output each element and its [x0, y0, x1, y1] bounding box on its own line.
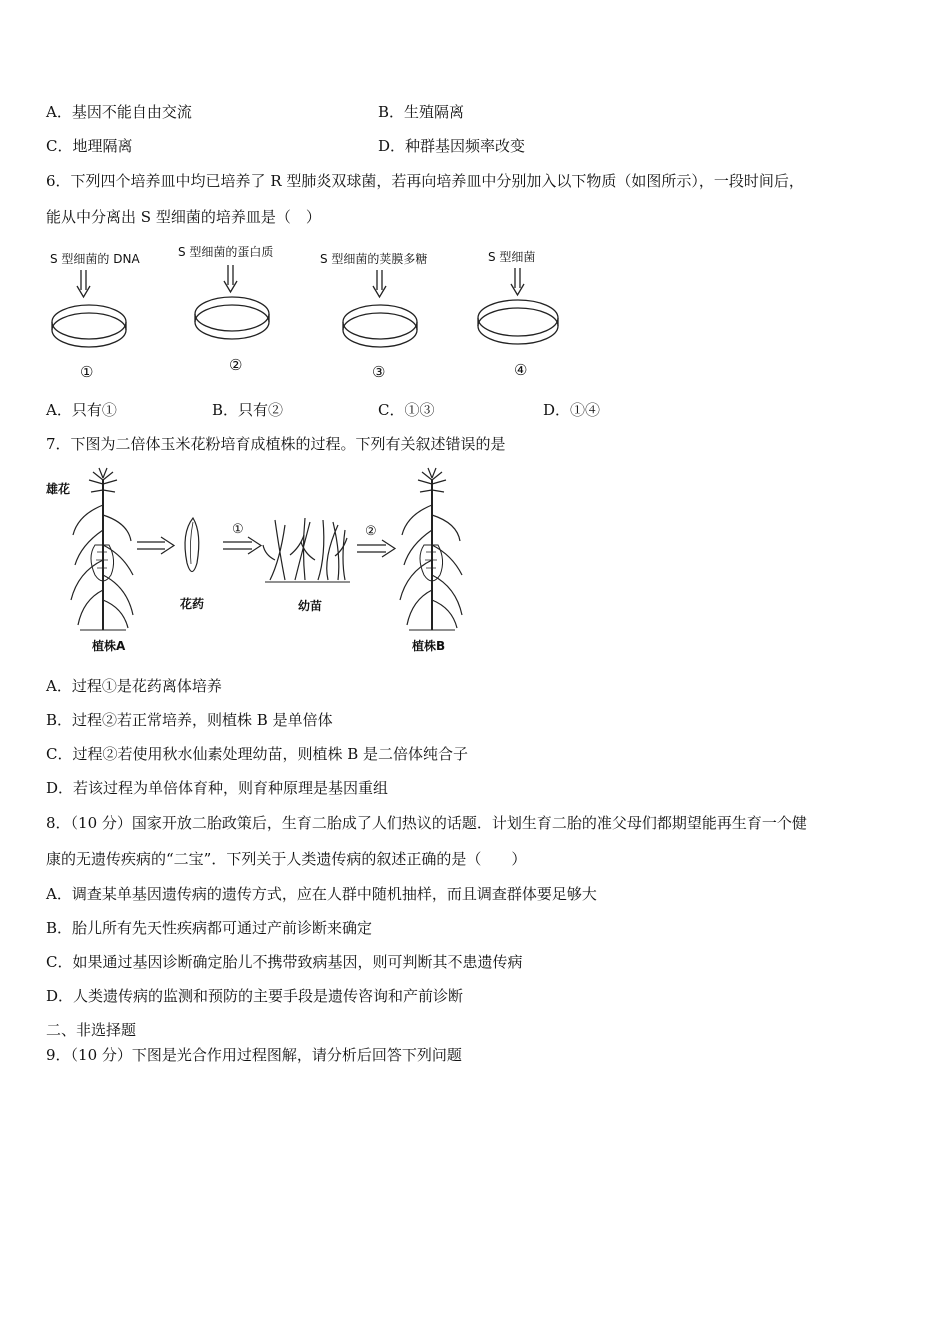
q6-stem-line2: 能从中分离出 S 型细菌的培养皿是（ ） [46, 208, 321, 226]
q8-stem-line2: 康的无遗传疾病的“二宝”．下列关于人类遗传病的叙述正确的是（ ） [46, 850, 527, 868]
q8-option-c: C．如果通过基因诊断确定胎儿不携带致病基因，则可判断其不患遗传病 [46, 953, 523, 971]
q5-option-c: C．地理隔离 [46, 137, 133, 155]
maize-process-drawing [0, 0, 950, 660]
q6-option-a: A．只有① [46, 401, 117, 419]
arrow-seedling-to-b [357, 540, 395, 557]
q8-stem-line1: 8．（10 分）国家开放二胎政策后，生育二胎成了人们热议的话题．计划生育二胎的准父母们都期望能再生育一个健 [46, 814, 807, 832]
arrow-anther-to-seedling [223, 537, 261, 554]
q5-option-b: B．生殖隔离 [378, 103, 465, 121]
dish-1-label: S 型细菌的 DNA [50, 252, 140, 266]
plant-b-label: 植株B [412, 639, 446, 653]
seedling-illustration [263, 518, 350, 582]
seedling-label: 幼苗 [298, 599, 323, 613]
q8-option-b: B．胎儿所有先天性疾病都可通过产前诊断来确定 [46, 919, 373, 937]
q6-option-c: C．①③ [378, 401, 435, 419]
section-2-heading: 二、非选择题 [46, 1021, 137, 1039]
anther-illustration [185, 518, 199, 572]
dish-4-label: S 型细菌 [488, 250, 536, 264]
q6-stem-line1: 6．下列四个培养皿中均已培养了 R 型肺炎双球菌，若再向培养皿中分别加入以下物质（如图所示），一段时间后， [46, 172, 804, 190]
dish-1-number: ① [80, 363, 94, 381]
q9-stem: 9．（10 分）下图是光合作用过程图解，请分析后回答下列问题 [46, 1046, 462, 1064]
q7-option-d: D．若该过程为单倍体育种，则育种原理是基因重组 [46, 779, 389, 797]
plant-a-label: 植株A [92, 639, 126, 653]
step-1-label: ① [232, 522, 244, 537]
step-2-label: ② [365, 524, 377, 539]
q5-option-a: A．基因不能自由交流 [46, 103, 192, 121]
q8-option-a: A．调查某单基因遗传病的遗传方式，应在人群中随机抽样，而且调查群体要足够大 [46, 885, 597, 903]
anther-label: 花药 [180, 597, 205, 611]
dish-3-label: S 型细菌的荚膜多糖 [320, 252, 428, 266]
dish-2-label: S 型细菌的蛋白质 [178, 245, 274, 259]
plant-b-illustration [400, 468, 462, 630]
dish-3-number: ③ [372, 363, 386, 381]
q7-option-c: C．过程②若使用秋水仙素处理幼苗，则植株 B 是二倍体纯合子 [46, 745, 469, 763]
dish-2-number: ② [229, 356, 243, 374]
plant-a-illustration [71, 468, 133, 630]
q7-option-a: A．过程①是花药离体培养 [46, 677, 222, 695]
dish-4-number: ④ [514, 361, 528, 379]
q7-stem: 7．下图为二倍体玉米花粉培育成植株的过程。下列有关叙述错误的是 [46, 435, 506, 453]
q6-option-b: B．只有② [212, 401, 284, 419]
q7-option-b: B．过程②若正常培养，则植株 B 是单倍体 [46, 711, 333, 729]
q6-option-d: D．①④ [543, 401, 601, 419]
q8-option-d: D．人类遗传病的监测和预防的主要手段是遗传咨询和产前诊断 [46, 987, 464, 1005]
arrow-a-to-anther [137, 537, 174, 554]
male-flower-label: 雄花 [46, 482, 71, 496]
q5-option-d: D．种群基因频率改变 [378, 137, 526, 155]
